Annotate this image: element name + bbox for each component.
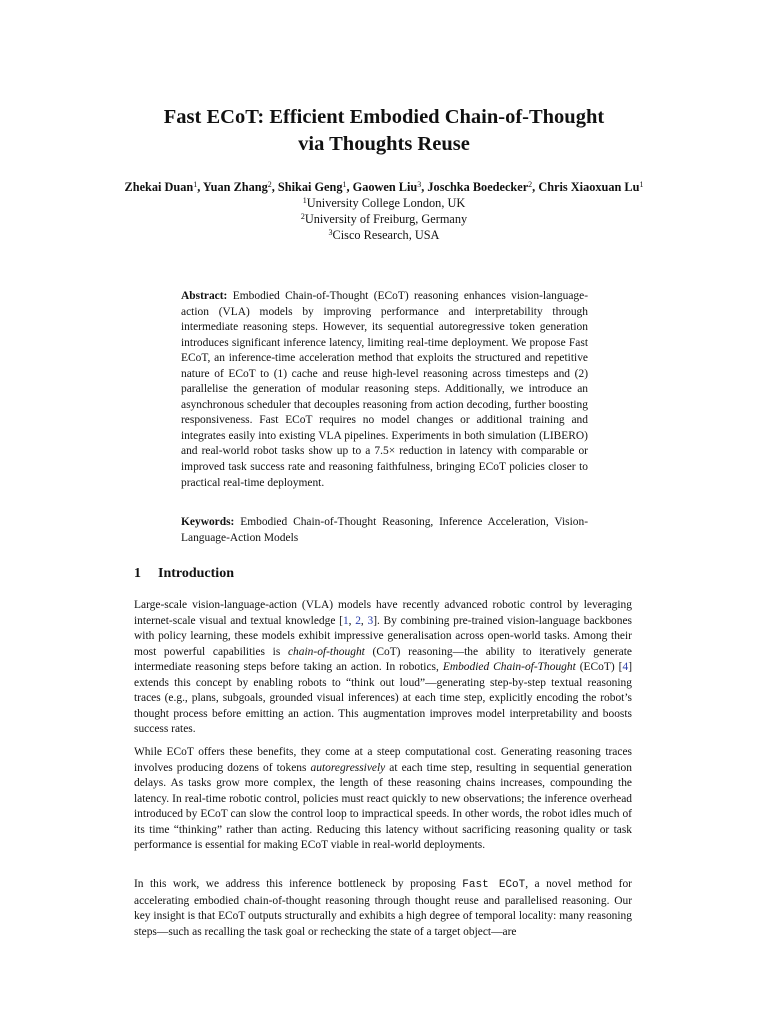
paragraph-text: In this work, we address this inference bottleneck by proposing	[134, 878, 463, 890]
section-heading	[134, 565, 234, 583]
paragraph-text: , a novel method for accelerating embodied chain-of-thought reasoning through thought reuse and parallelised reasoning. Our key insight is that ECoT outputs structurally and exhibits a high degree of temporal locality: many reasoning steps—such as recalling the task goal or rechecking the state of a target object—are	[134, 878, 632, 938]
paragraph-text: at each time step, resulting in sequential generation delays. As tasks grow more complex, the length of these reasoning chains increases, compounding the latency. In real-time robotic control, policies must react quickly to new observations; the inference overhead introduced by ECoT can slow the control loop to impractical speeds. In other words, the robot idles much of its time “thinking” rather than acting. Reducing this latency without sacrificing reasoning quality or task performance is essential for making ECoT viable in real-world deployments.	[134, 761, 632, 852]
author-affiliation-mark: 1	[193, 180, 198, 189]
intro-paragraph-1	[134, 598, 632, 738]
author-list: Zhekai Duan$^1$, Yuan Zhang$^2$, Shikai Geng$^1$, Gaowen Liu$^3$, Joschka Boedecker$^2$, Chris Xiaoxuan Lu$^1$	[124, 180, 644, 194]
affiliation-text: University College London, UK	[306, 196, 466, 210]
author-block	[0, 179, 768, 243]
emphasis-text: Embodied Chain-of-Thought	[442, 661, 576, 674]
section-title: Introduction	[158, 566, 234, 581]
keywords-label: Keywords:	[181, 516, 235, 528]
affiliation-mark: 1	[302, 196, 307, 205]
author-affiliation-mark: 2	[528, 180, 533, 189]
citation-link[interactable]: 4	[622, 661, 629, 674]
keywords	[181, 515, 588, 546]
emphasis-text: autoregressively	[310, 761, 386, 774]
abstract-label: Abstract:	[181, 290, 228, 302]
paragraph-text: ]. By combining pre-trained vision-language backbones with policy learning, these models exhibit impressive generalisation across open-world tasks. Among their most powerful capabilities is	[134, 614, 633, 658]
affiliation-mark: 3	[328, 228, 333, 237]
paragraph-text: Large-scale vision-language-action (VLA) models have recently advanced robotic control by leveraging internet-scale visual and textual knowledge [	[134, 599, 632, 627]
affiliation	[0, 211, 768, 227]
citation-link[interactable]: 2	[355, 614, 361, 627]
keywords-text: Embodied Chain-of-Thought Reasoning, Inference Acceleration, Vision-Language-Action Models	[181, 516, 589, 544]
citation-link[interactable]: 3	[367, 614, 374, 627]
author-name: Joschka Boedecker	[427, 180, 529, 194]
paragraph-text: ,	[348, 614, 356, 627]
author-name: Zhekai Duan	[124, 180, 194, 194]
affiliation-mark: 2	[300, 212, 305, 221]
author-name: Yuan Zhang	[202, 180, 268, 194]
title-line-2: via Thoughts Reuse	[298, 133, 470, 155]
paragraph-text: ,	[360, 614, 368, 627]
author-affiliation-mark: 1	[639, 180, 644, 189]
author-affiliation-mark: 2	[267, 180, 272, 189]
author-affiliation-mark: 1	[342, 180, 347, 189]
emphasis-text: chain-of-thought	[287, 645, 365, 658]
paper-title	[0, 104, 768, 158]
intro-paragraph-2	[134, 745, 632, 854]
abstract	[181, 289, 588, 491]
author-name: Chris Xiaoxuan Lu	[538, 180, 640, 194]
author-name: Shikai Geng	[277, 180, 343, 194]
affiliation-text: University of Freiburg, Germany	[304, 212, 468, 226]
affiliation-text: Cisco Research, USA	[332, 228, 440, 242]
code-text: Fast ECoT	[462, 879, 526, 891]
title-line-1: Fast ECoT: Efficient Embodied Chain-of-Thought	[163, 106, 605, 128]
abstract-text: Embodied Chain-of-Thought (ECoT) reasoning enhances vision-language-action (VLA) models by improving performance and interpretability through intermediate reasoning steps. However, its sequential autoregressive token generation introduces significant inference latency, limiting real-time deployment. We propose Fast ECoT, an inference-time acceleration method that exploits the structured and repetitive nature of ECoT to (1) cache and reuse high-level reasoning across timesteps and (2) parallelise the generation of modular reasoning steps. Additionally, we introduce an asynchronous scheduler that decouples reasoning from action decoding, further boosting responsiveness. Fast ECoT requires no model changes or additional training and integrates easily into existing VLA pipelines. Experiments in both simulation (LIBERO) and real-world robot tasks show up to a 7.5× reduction in latency with comparable or improved task success rate and reasoning faithfulness, bringing ECoT policies closer to practical real-time deployment.	[181, 290, 589, 489]
section-number: 1	[134, 566, 141, 581]
affiliation	[0, 227, 768, 243]
affiliation	[0, 195, 768, 211]
paragraph-text: (ECoT) [	[575, 661, 623, 674]
paragraph-text: ] extends this concept by enabling robots to “think out loud”—generating step-by-step textual reasoning traces (e.g., plans, subgoals, grounded visual inferences) at each time step, explicitly encoding the robot’s thought process before emitting an action. This augmentation improves model interpretability and boosts success rates.	[134, 661, 632, 736]
paragraph-text: (CoT) reasoning—the ability to iteratively generate intermediate reasoning steps before taking an action. In robotics,	[134, 645, 632, 674]
intro-paragraph-3	[134, 877, 632, 940]
citation-link[interactable]: 1	[342, 614, 349, 627]
author-affiliation-mark: 3	[417, 180, 422, 189]
author-name: Gaowen Liu	[352, 180, 418, 194]
paragraph-text: While ECoT offers these benefits, they come at a steep computational cost. Generating reasoning traces involves producing dozens of tokens	[134, 746, 632, 774]
